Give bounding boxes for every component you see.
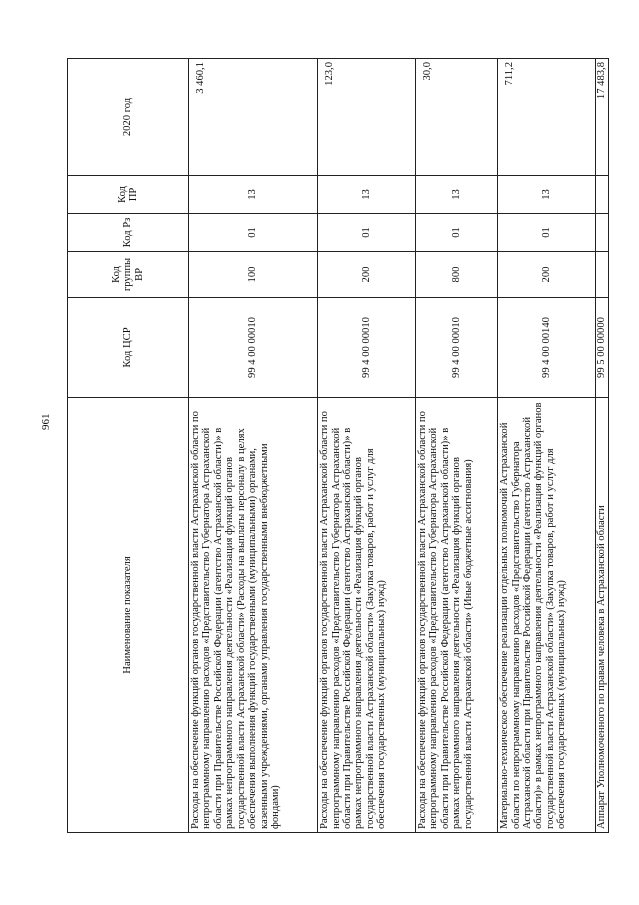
row-csr: 99 4 00 00010	[189, 298, 318, 398]
row-name: Материально-техническое обеспечение реализации отдельных полномочий Астраханской области по непрограммному направлению расходов «Представительство Губернатора Астраханской области при Правительстве Российской Федерации (агентство Астраханской области)» в рамках непрограммного направления деятельности «Реализация функций органов государственной власти Астраханской области» (Закупка товаров, работ и услуг для обеспечения государственных (муниципальных) нужд)	[498, 398, 596, 833]
row-rz: 01	[498, 214, 596, 252]
row-pr: 13	[189, 176, 318, 214]
row-csr: 99 4 00 00010	[318, 298, 416, 398]
row-vr: 100	[189, 252, 318, 298]
table-row	[415, 59, 497, 833]
row-rz	[596, 214, 609, 252]
header-rz: Код Рз	[68, 214, 189, 252]
page-number: 961	[40, 413, 52, 430]
row-sum: 711,2	[498, 59, 596, 176]
row-vr	[596, 252, 609, 298]
row-vr: 200	[318, 252, 416, 298]
row-pr: 13	[415, 176, 497, 214]
row-rz: 01	[415, 214, 497, 252]
row-vr: 200	[498, 252, 596, 298]
row-pr: 13	[498, 176, 596, 214]
row-pr	[596, 176, 609, 214]
row-rz: 01	[318, 214, 416, 252]
header-csr: Код ЦСР	[68, 298, 189, 398]
header-year: 2020 год	[68, 59, 189, 176]
row-sum: 30,0	[415, 59, 497, 176]
table-row	[318, 59, 416, 833]
header-pr: Код ПР	[68, 176, 189, 214]
row-vr: 800	[415, 252, 497, 298]
row-name: Аппарат Уполномоченного по правам человека в Астраханской области	[596, 398, 609, 833]
row-csr: 99 4 00 00140	[498, 298, 596, 398]
row-sum: 3 460,1	[189, 59, 318, 176]
row-sum: 123,0	[318, 59, 416, 176]
table-row	[596, 59, 609, 833]
row-csr: 99 5 00 00000	[596, 298, 609, 398]
table-header-row	[68, 59, 189, 833]
row-name: Расходы на обеспечение функций органов государственной власти Астраханской области по непрограммному направлению расходов «Представительство Губернатора Астраханской области при Правительстве Российской Федерации (агентство Астраханской области)» в рамках непрограммного направления деятельности «Реализация функций органов государственной власти Астраханской области» (Иные бюджетные ассигнования)	[415, 398, 497, 833]
row-name: Расходы на обеспечение функций органов государственной власти Астраханской области по непрограммному направлению расходов «Представительство Губернатора Астраханской области при Правительстве Российской Федерации (агентство Астраханской области)» в рамках непрограммного направления деятельности «Реализация функций органов государственной власти Астраханской области» (Расходы на выплаты персоналу в целях обеспечения выполнения функций государственными (муниципальными) органами, казенными учреждениями, органами управления государственными внебюджетными фондами)	[189, 398, 318, 833]
row-rz: 01	[189, 214, 318, 252]
row-pr: 13	[318, 176, 416, 214]
rotated-table-container	[67, 59, 609, 833]
header-vr: Код группы ВР	[68, 252, 189, 298]
table-row	[498, 59, 596, 833]
row-name: Расходы на обеспечение функций органов государственной власти Астраханской области по непрограммному направлению расходов «Представительство Губернатора Астраханской области при Правительстве Российской Федерации (агентство Астраханской области)» в рамках непрограммного направления деятельности «Реализация функций органов государственной власти Астраханской области» (Закупка товаров, работ и услуг для обеспечения государственных (муниципальных) нужд)	[318, 398, 416, 833]
table-row	[189, 59, 318, 833]
row-csr: 99 4 00 00010	[415, 298, 497, 398]
budget-table	[67, 58, 609, 833]
row-sum: 17 483,8	[596, 59, 609, 176]
header-name: Наименование показателя	[68, 398, 189, 833]
